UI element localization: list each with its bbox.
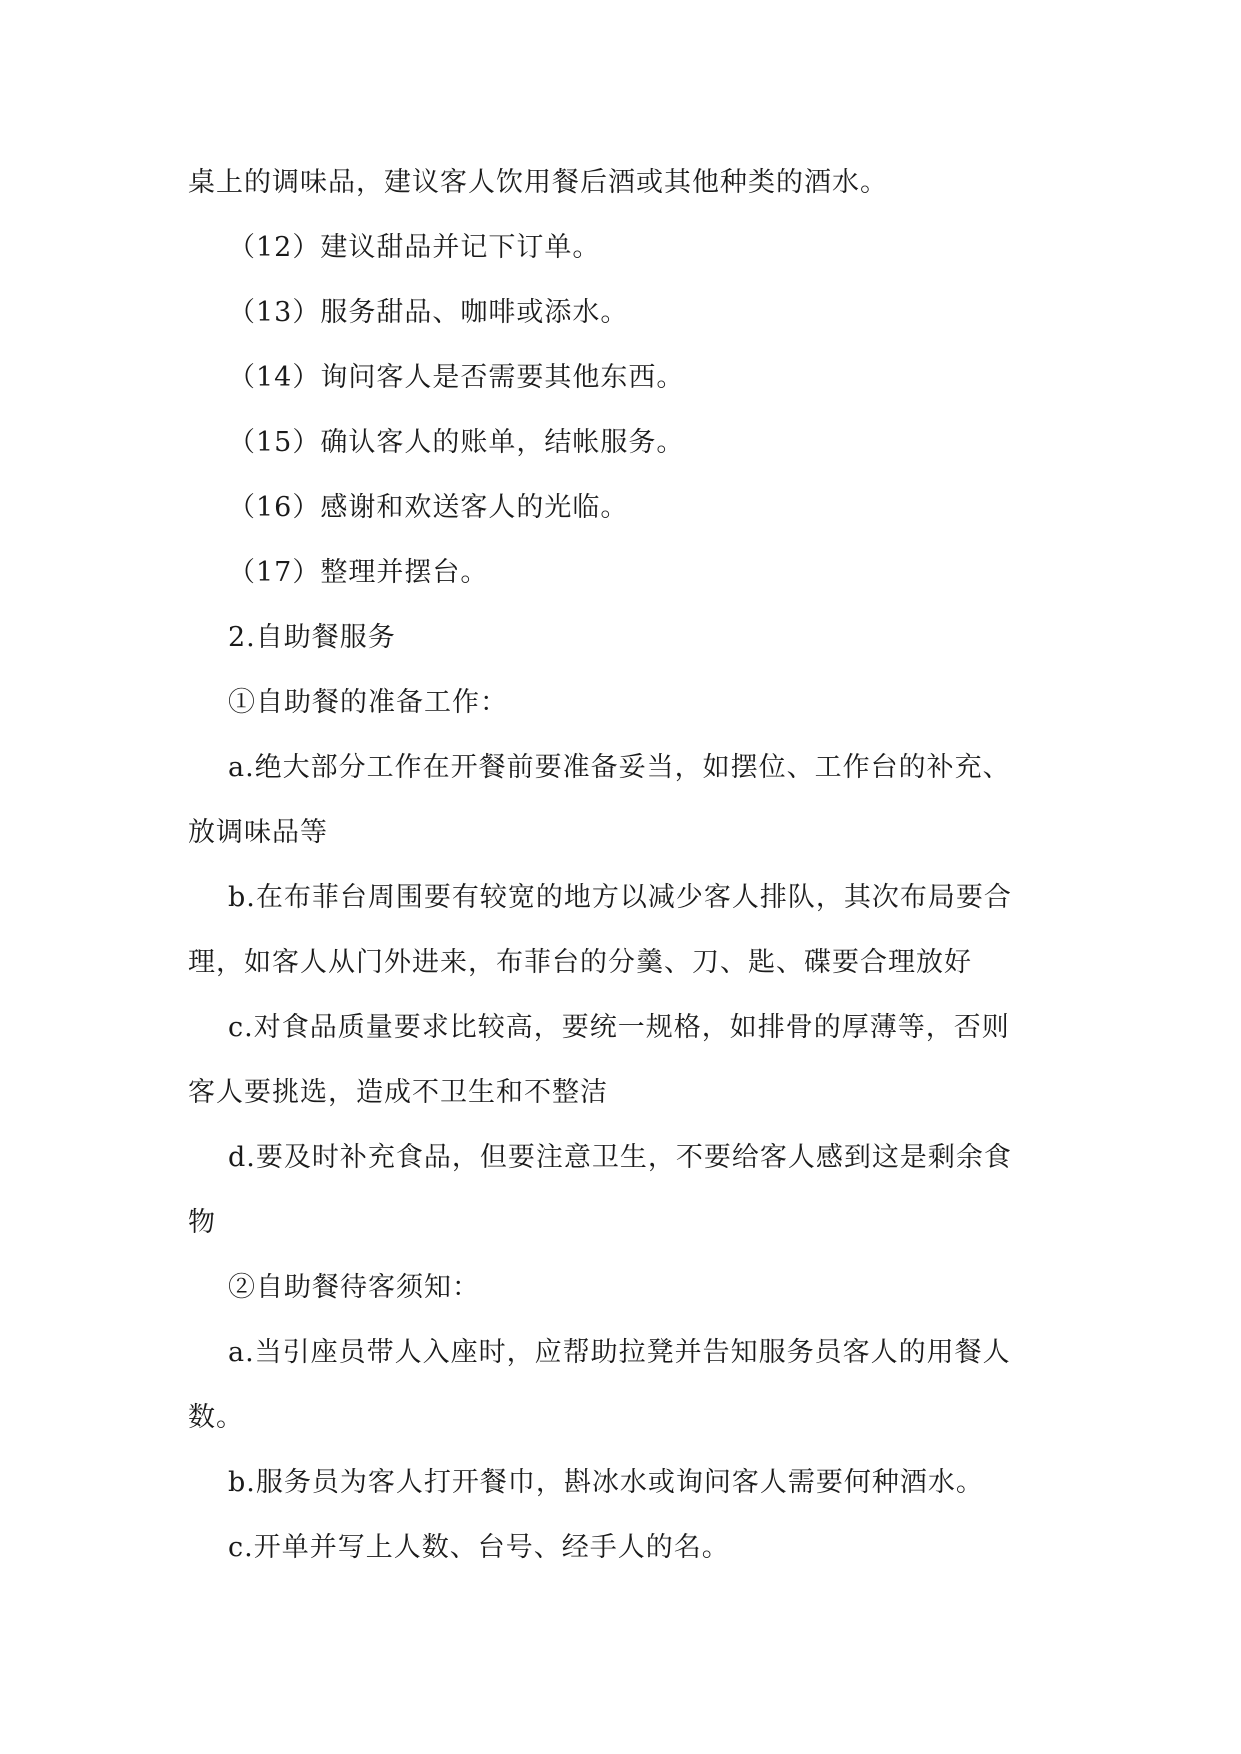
text-line: 客人要挑选，造成不卫生和不整洁: [188, 1077, 608, 1108]
subsection-heading: ①自助餐的准备工作：: [228, 687, 508, 718]
text-line: 放调味品等: [188, 817, 328, 848]
text-line: 数。: [188, 1402, 244, 1433]
text-line: d.要及时补充食品，但要注意卫生，不要给客人感到这是剩余食: [228, 1142, 1012, 1173]
text-line: 理，如客人从门外进来，布菲台的分羹、刀、匙、碟要合理放好: [188, 947, 972, 978]
section-heading: 2.自助餐服务: [228, 622, 396, 653]
text-line: （16）感谢和欢送客人的光临。: [228, 492, 629, 523]
text-line: c.开单并写上人数、台号、经手人的名。: [228, 1532, 730, 1563]
text-line: （12）建议甜品并记下订单。: [228, 232, 601, 263]
document-body: [188, 158, 1058, 1588]
text-line: 物: [188, 1207, 216, 1238]
text-line: （15）确认客人的账单，结帐服务。: [228, 427, 685, 458]
text-line: （13）服务甜品、咖啡或添水。: [228, 297, 629, 328]
text-line: b.在布菲台周围要有较宽的地方以减少客人排队，其次布局要合: [228, 882, 1012, 913]
text-line: （14）询问客人是否需要其他东西。: [228, 362, 685, 393]
text-line: c.对食品质量要求比较高，要统一规格，如排骨的厚薄等，否则: [228, 1012, 1010, 1043]
text-line: （17）整理并摆台。: [228, 557, 489, 588]
text-line: a.当引座员带人入座时，应帮助拉凳并告知服务员客人的用餐人: [228, 1337, 1011, 1368]
text-line: 桌上的调味品，建议客人饮用餐后酒或其他种类的酒水。: [188, 167, 888, 198]
subsection-heading: ②自助餐待客须知：: [228, 1272, 480, 1303]
text-line: b.服务员为客人打开餐巾，斟冰水或询问客人需要何种酒水。: [228, 1467, 984, 1498]
text-line: a.绝大部分工作在开餐前要准备妥当，如摆位、工作台的补充、: [228, 752, 1011, 783]
